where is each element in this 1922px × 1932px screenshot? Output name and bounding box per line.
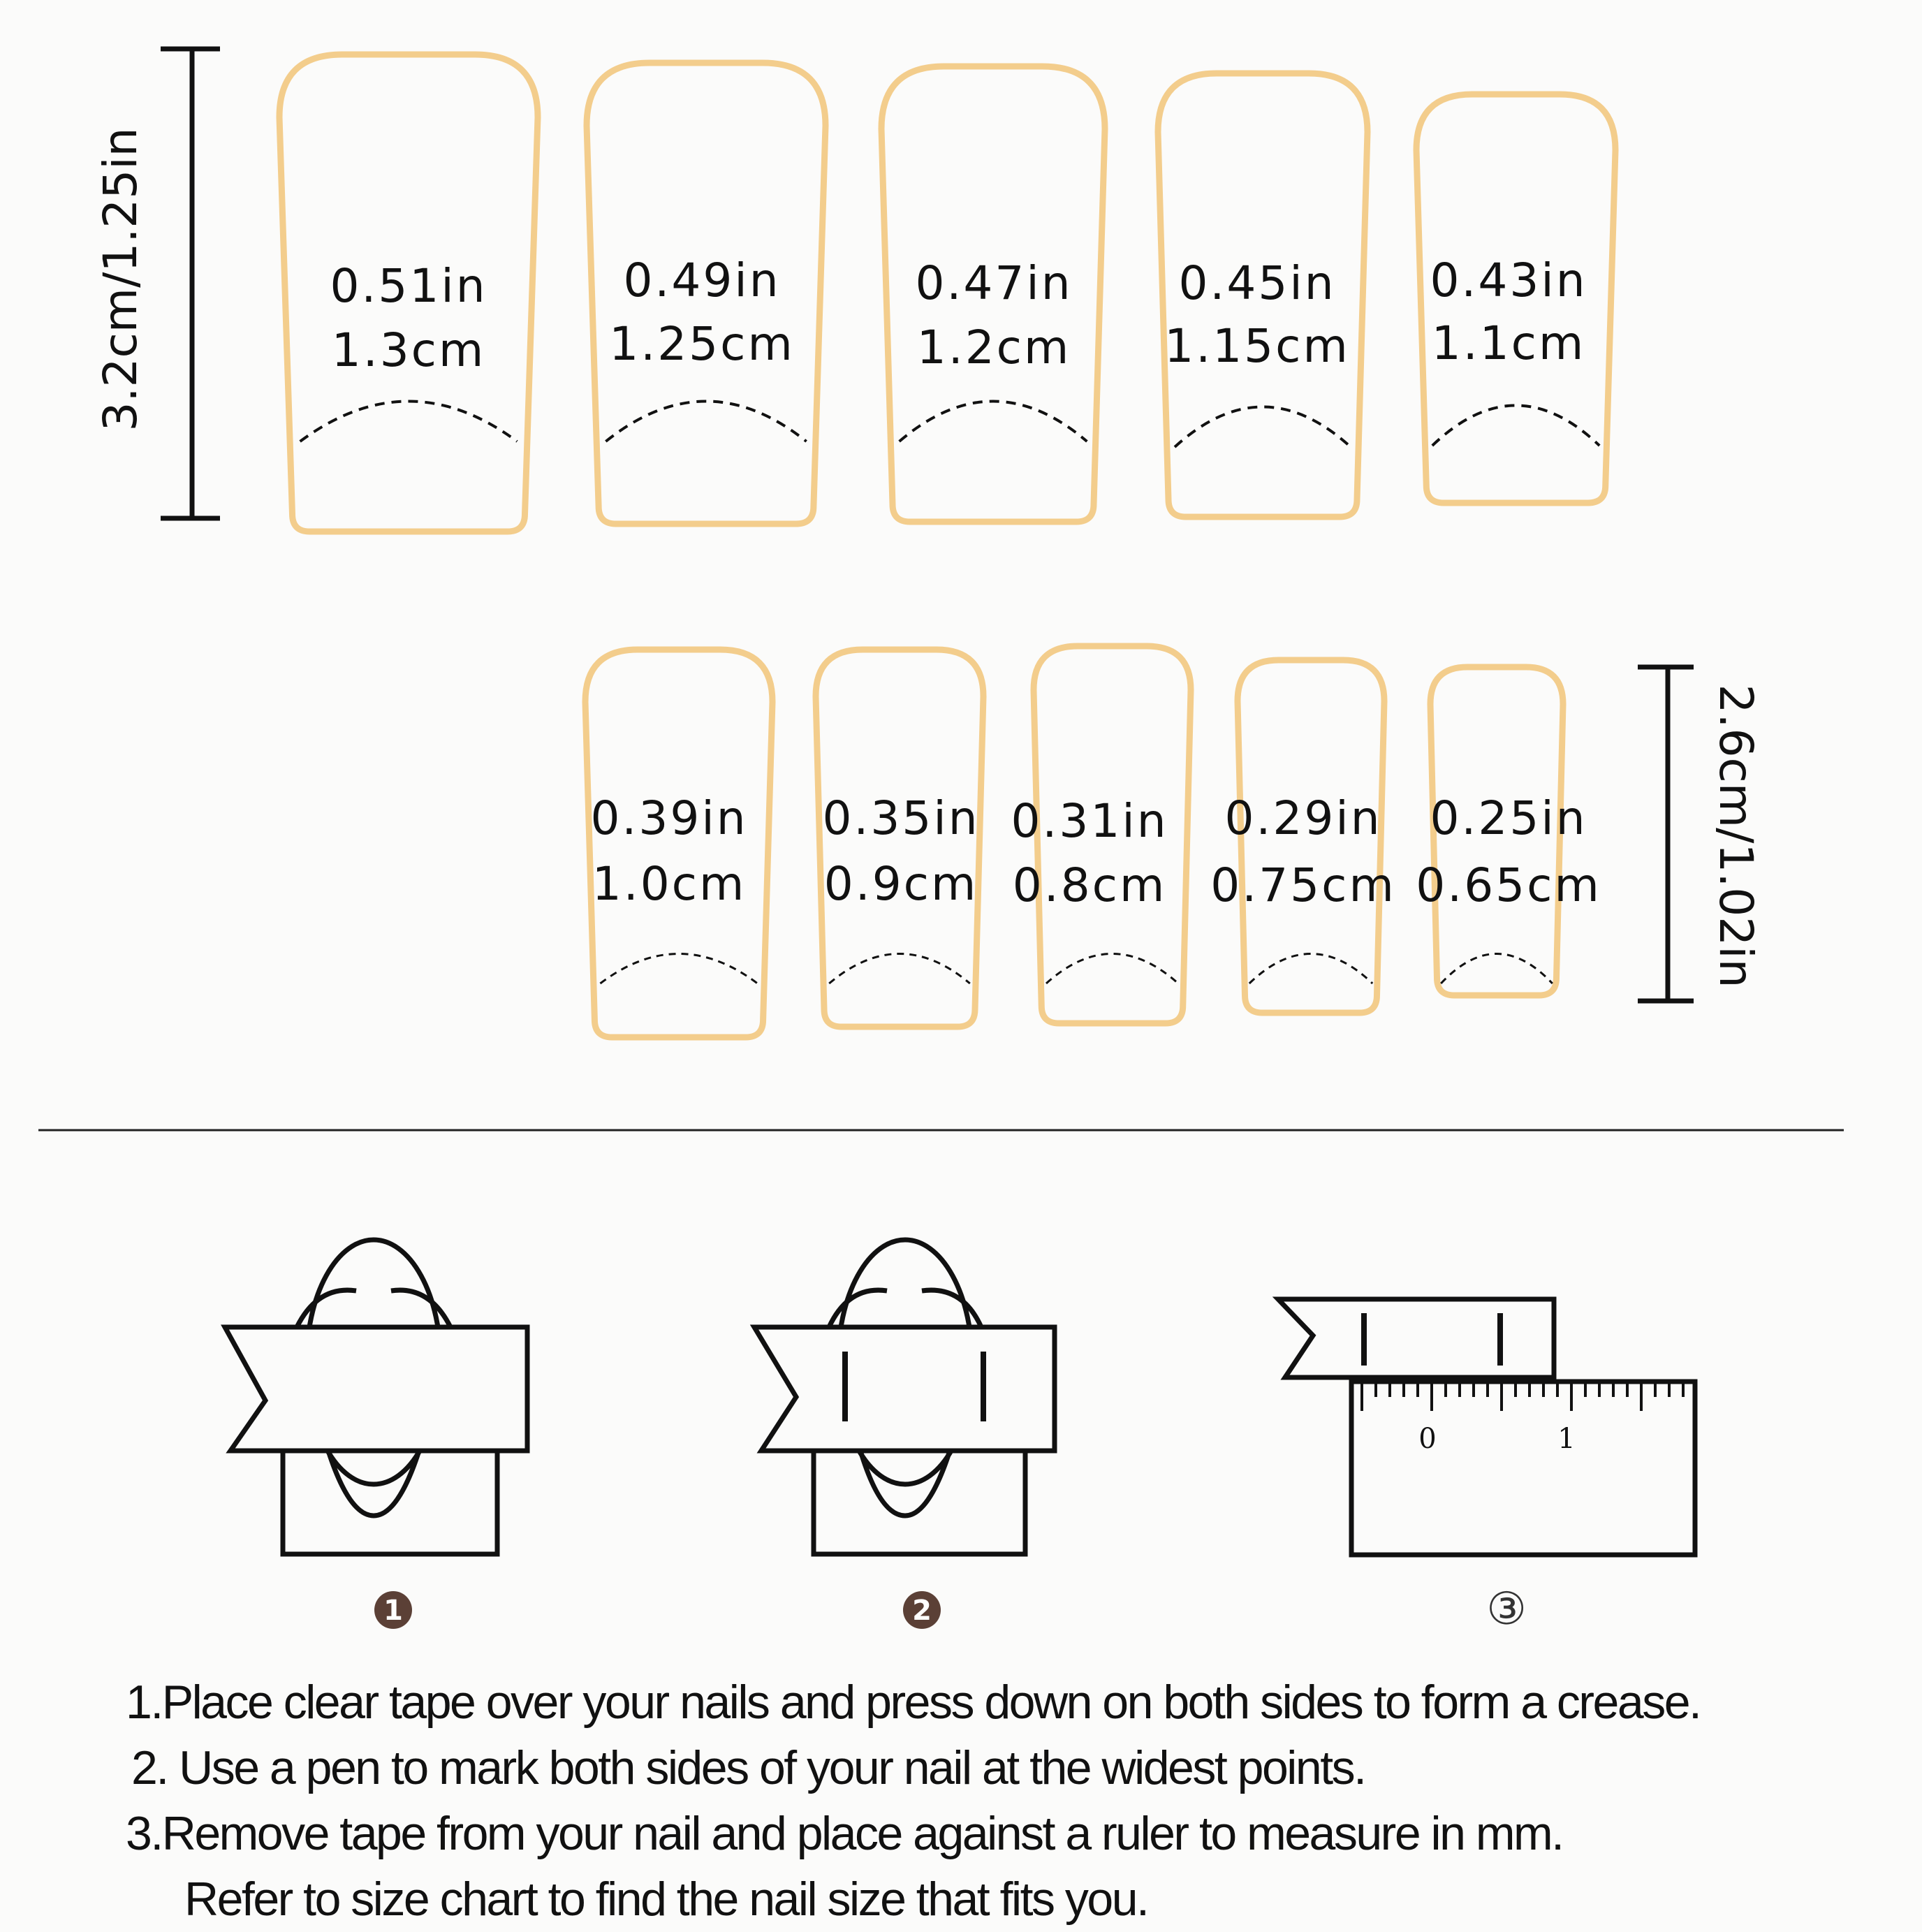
instructions xyxy=(126,1669,1914,1932)
ruler-tick-label-1: 1 xyxy=(1557,1423,1576,1455)
ruler xyxy=(1351,1382,1695,1555)
nail-tip-guide xyxy=(1249,954,1372,984)
step-1-badge-number: 1 xyxy=(383,1595,403,1627)
bottom-row-nail-5 xyxy=(1416,667,1601,995)
nail-width-inches: 0.45in xyxy=(1178,256,1336,310)
nail-width-cm: 0.65cm xyxy=(1416,858,1601,912)
measure-label-bottom: 2.6cm/1.02in xyxy=(1709,684,1763,988)
nail-width-cm: 1.3cm xyxy=(331,323,486,377)
nail-tip-guide xyxy=(900,402,1087,442)
nail-tip-guide xyxy=(1175,407,1351,448)
top-row-nail-2 xyxy=(587,63,826,524)
bottom-row-nail-1 xyxy=(585,650,772,1037)
top-row-nail-1 xyxy=(279,54,538,532)
measure-label-top: 3.2cm/1.25in xyxy=(94,127,147,432)
nail-tip-guide xyxy=(1046,954,1178,984)
top-row-nail-4 xyxy=(1158,73,1367,517)
nail-width-inches: 0.25in xyxy=(1430,791,1587,845)
nail-width-inches: 0.39in xyxy=(590,791,748,845)
bottom-row-nail-4 xyxy=(1210,660,1396,1013)
nail-width-inches: 0.31in xyxy=(1011,794,1168,848)
bottom-row-nail-2 xyxy=(816,650,983,1027)
instruction-step-2: 2. Use a pen to mark both sides of your nail at the widest points. xyxy=(131,1741,1365,1794)
top-nail-row xyxy=(279,54,1615,532)
step-1-illustration xyxy=(225,1240,527,1554)
measure-bar-bottom xyxy=(1638,667,1694,1001)
bottom-row-nail-3 xyxy=(1011,646,1191,1023)
step-1-badge xyxy=(374,1591,412,1629)
instruction-step-3-note: Refer to size chart to find the nail size that fits you. xyxy=(184,1873,1148,1926)
nail-width-inches: 0.43in xyxy=(1430,254,1587,307)
nail-width-inches: 0.29in xyxy=(1224,791,1382,845)
top-row-nail-5 xyxy=(1416,94,1615,503)
nail-width-cm: 0.8cm xyxy=(1012,858,1167,912)
nail-width-inches: 0.51in xyxy=(330,259,487,313)
nail-width-cm: 1.0cm xyxy=(592,857,747,911)
bottom-nail-row xyxy=(585,646,1601,1037)
step-2-illustration xyxy=(754,1240,1055,1554)
nail-width-inches: 0.49in xyxy=(623,254,781,307)
nail-width-cm: 1.15cm xyxy=(1164,319,1350,373)
instruction-step-1: 1.Place clear tape over your nails and press down on both sides to form a crease. xyxy=(126,1676,1701,1729)
ruler-tick-label-0: 0 xyxy=(1418,1423,1437,1455)
step-3-illustration xyxy=(1278,1299,1695,1555)
top-row-nail-3 xyxy=(881,66,1105,522)
nail-width-inches: 0.35in xyxy=(822,791,980,845)
nail-width-cm: 1.1cm xyxy=(1431,316,1586,370)
nail-width-cm: 0.9cm xyxy=(823,857,978,911)
nail-tip-guide xyxy=(829,954,970,984)
step-2-badge xyxy=(903,1591,941,1629)
nail-tip-guide xyxy=(1432,406,1599,446)
nail-width-cm: 1.25cm xyxy=(609,317,795,371)
nail-tip-guide xyxy=(600,954,757,984)
step-3-badge: ③ xyxy=(1486,1583,1527,1635)
instruction-step-3: 3.Remove tape from your nail and place against a ruler to measure in mm. xyxy=(126,1807,1563,1860)
nail-width-cm: 0.75cm xyxy=(1210,858,1396,912)
nail-tip-guide xyxy=(606,402,806,442)
nail-tip-guide xyxy=(1441,954,1553,984)
measure-bar-top xyxy=(161,49,220,518)
step-2-badge-number: 2 xyxy=(912,1595,932,1627)
nail-width-cm: 1.2cm xyxy=(916,321,1071,374)
nail-tip-guide xyxy=(300,402,518,442)
nail-width-inches: 0.47in xyxy=(915,256,1073,310)
